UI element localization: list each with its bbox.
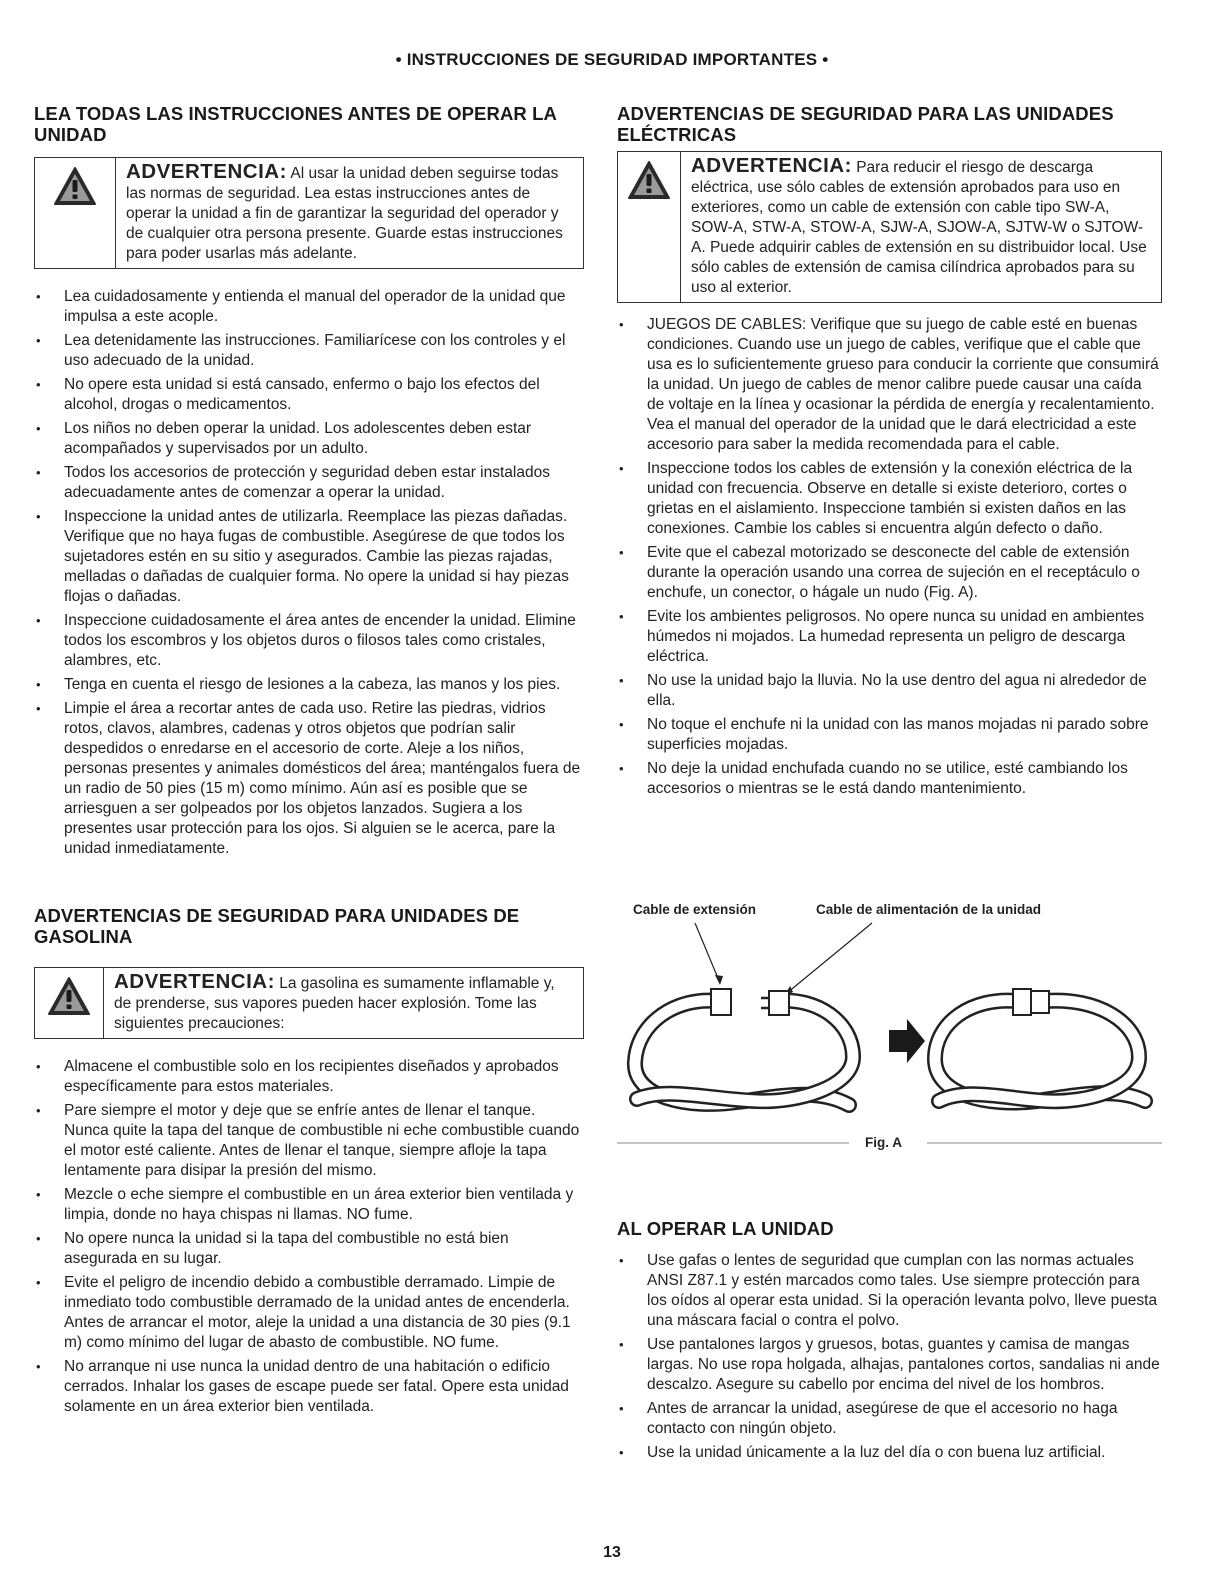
list-item: • No opere nunca la unidad si la tapa del combustible no está bien asegurada en su lugar. — [34, 1229, 584, 1269]
leader-line — [787, 923, 872, 993]
list-item: • Tenga en cuenta el riesgo de lesiones a la cabeza, las manos y los pies. — [34, 675, 584, 695]
section-title-read-instructions: LEA TODAS LAS INSTRUCCIONES ANTES DE OPERAR LA UNIDAD — [34, 103, 557, 145]
cord-knot-diagram — [617, 897, 1162, 1162]
warning-word: ADVERTENCIA: — [691, 154, 852, 177]
warning-icon-cell — [35, 158, 116, 268]
figure-a — [617, 897, 1162, 1162]
list-item: • Use la unidad únicamente a la luz del día o con buena luz artificial. — [617, 1443, 1162, 1463]
list-item: • Inspeccione cuidadosamente el área antes de encender la unidad. Elimine todos los escombros y los objetos duros o filosos tales como cristales, alambres, etc. — [34, 611, 584, 671]
list-item: • Almacene el combustible solo en los recipientes diseñados y aprobados específicamente para estos materiales. — [34, 1057, 584, 1097]
warning-icon-cell — [35, 968, 104, 1038]
right-column-lower — [617, 1218, 1162, 1467]
list-item: • Limpie el área a recortar antes de cada uso. Retire las piedras, vidrios rotos, clavos, alambres, cadenas y otros objetos que podrían salir despedidos o enredarse en el accesorio de corte. Aleje a los niños, personas presentes y animales domésticos del área; manténgalos fuera de un radio de 50 pies (15 m) como mínimo. Aún así es posible que se arriesguen a ser golpeados por los objetos lanzados. Sugiera a los presentes usar protección para los ojos. Si alguien se le acerca, pare la unidad inmediatamente. — [34, 699, 584, 859]
warning-body: Para reducir el riesgo de descarga eléctrica, use sólo cables de extensión aprobados para uso en exteriores, como un cable de extensión con cable tipo SW-A, SOW-A, STW-A, STOW-A, SJW-A, SJOW-A, SJTW-W o SJTOW-A. Puede adquirir cables de extensión en su distribuidor local. Use sólo cables de extensión de camisa cilíndrica aprobados para su uso al exterior. — [691, 159, 1147, 296]
list-item: • Antes de arrancar la unidad, asegúrese de que el accesorio no haga contacto con ningún objeto. — [617, 1399, 1162, 1439]
plug-icon — [769, 991, 789, 1015]
list-item: • No arranque ni use nunca la unidad dentro de una habitación o edificio cerrados. Inhalar los gases de escape puede ser fatal. Opere esta unidad solamente en un área exterior bien ventilada. — [34, 1357, 584, 1417]
list-item: • Pare siempre el motor y deje que se enfríe antes de llenar el tanque. Nunca quite la tapa del tanque de combustible ni eche combustible cuando el motor esté caliente. Antes de llenar el tanque, siempre afloje la tapa lentamente para disipar la presión del mismo. — [34, 1101, 584, 1181]
list-item: • No deje la unidad enchufada cuando no se utilice, esté cambiando los accesorios o mientras se le está dando mantenimiento. — [617, 759, 1162, 799]
list-item: • Use pantalones largos y gruesos, botas, guantes y camisa de mangas largas. No use ropa holgada, alhajas, pantalones cortos, sandalias ni ande descalzo. Asegure su cabello por encima del nivel de los hombros. — [617, 1335, 1162, 1395]
plug-icon — [1031, 991, 1049, 1013]
warning-text — [104, 968, 583, 1038]
list-item: • Use gafas o lentes de seguridad que cumplan con las normas actuales ANSI Z87.1 y estén marcados como tales. Use siempre protección para los oídos al operar esta unidad. Si la operación levanta polvo, lleve puesta una máscara facial o contra el polvo. — [617, 1251, 1162, 1331]
warning-word: ADVERTENCIA: — [114, 970, 275, 993]
bullet-list-electric — [617, 315, 1162, 799]
list-item: • Los niños no deben operar la unidad. Los adolescentes deben estar acompañados y supervisados por un adulto. — [34, 419, 584, 459]
arrow-right-icon — [889, 1019, 925, 1063]
list-item: • Mezcle o eche siempre el combustible en un área exterior bien ventilada y limpia, donde no haya chispas ni llamas. NO fume. — [34, 1185, 584, 1225]
left-column — [34, 103, 584, 1421]
list-item: • JUEGOS DE CABLES: Verifique que su juego de cable esté en buenas condiciones. Cuando use un juego de cables, verifique que el cable que usa es lo suficientemente grueso para conducir la corriente que consumirá la unidad. Un juego de cables de menor calibre puede causar una caída de voltaje en la línea y ocasionar la pérdida de energía y recalentamiento. Vea el manual del operador de la unidad que le dará electricidad a este accesorio para saber la medida recomendada para el cable. — [617, 315, 1162, 455]
cord-knot-left — [635, 1001, 853, 1105]
right-column — [617, 103, 1162, 803]
page-number: 13 — [603, 1544, 621, 1561]
list-item: • No toque el enchufe ni la unidad con las manos mojadas ni parado sobre superficies mojadas. — [617, 715, 1162, 755]
section-title-gasoline: ADVERTENCIAS DE SEGURIDAD PARA UNIDADES DE GASOLINA — [34, 905, 520, 947]
section-title-operating: AL OPERAR LA UNIDAD — [617, 1218, 834, 1239]
list-item: • Evite que el cabezal motorizado se desconecte del cable de extensión durante la operación usando una correa de sujeción en el receptáculo o enchufe, un conector, o hágale un nudo (Fig. A). — [617, 543, 1162, 603]
bullet-list-operating — [617, 1251, 1162, 1463]
list-item: • No use la unidad bajo la lluvia. No la use dentro del agua ni alrededor de ella. — [617, 671, 1162, 711]
receptacle-icon — [711, 989, 731, 1015]
list-item: • Evite el peligro de incendio debido a combustible derramado. Limpie de inmediato todo combustible derramado de la unidad antes de encenderla. Antes de arrancar el motor, aleje la unidad a una distancia de 30 pies (9.1 m) como mínimo del lugar de abasto de combustible. NO fume. — [34, 1273, 584, 1353]
bullet-list-gasoline — [34, 1057, 584, 1417]
list-item: • Inspeccione la unidad antes de utilizarla. Reemplace las piezas dañadas. Verifique que no haya fugas de combustible. Asegúrese de que todos los sujetadores estén en su sitio y asegurados. Cambie las piezas rajadas, melladas o dañadas de cualquier forma. No opere la unidad si hay piezas flojas o dañadas. — [34, 507, 584, 607]
list-item: • Evite los ambientes peligrosos. No opere nunca su unidad en ambientes húmedos ni mojados. La humedad representa un peligro de descarga eléctrica. — [617, 607, 1162, 667]
warning-text — [681, 152, 1161, 302]
warning-body: Al usar la unidad deben seguirse todas las normas de seguridad. Lea estas instrucciones antes de operar la unidad a fin de garantizar la seguridad del operador y de cualquier otra persona presente. Guarde estas instrucciones para poder usarlas más adelante. — [126, 165, 563, 262]
list-item: • Inspeccione todos los cables de extensión y la conexión eléctrica de la unidad con frecuencia. Observe en detalle si existe deterioro, cortes o grietas en el aislamiento. Inspeccione también si existen daños en las conexiones. Cambie los cables si encuentra algún defecto o daño. — [617, 459, 1162, 539]
receptacle-icon — [1013, 989, 1031, 1015]
figure-caption: Fig. A — [865, 1135, 902, 1150]
label-power-cord: Cable de alimentación de la unidad — [816, 902, 1042, 917]
warning-box-gasoline — [34, 967, 584, 1039]
list-item: • Todos los accesorios de protección y seguridad deben estar instalados adecuadamente antes de comenzar a operar la unidad. — [34, 463, 584, 503]
label-extension-cord: Cable de extensión — [633, 902, 757, 917]
leader-line — [695, 923, 720, 983]
warning-triangle-icon — [627, 160, 671, 200]
warning-triangle-icon — [47, 976, 91, 1016]
warning-word: ADVERTENCIA: — [126, 160, 287, 183]
warning-box-electric — [617, 151, 1162, 303]
section-title-electric: ADVERTENCIAS DE SEGURIDAD PARA LAS UNIDADES ELÉCTRICAS — [617, 103, 1114, 145]
warning-body: La gasolina es sumamente inflamable y, de prenderse, sus vapores pueden hacer explosión. Tome las siguientes precauciones: — [114, 975, 555, 1032]
warning-box-general — [34, 157, 584, 269]
warning-icon-cell — [618, 152, 681, 302]
bullet-list-general — [34, 287, 584, 859]
list-item: • Lea detenidamente las instrucciones. Familiarícese con los controles y el uso adecuado de la unidad. — [34, 331, 584, 371]
list-item: • No opere esta unidad si está cansado, enfermo o bajo los efectos del alcohol, drogas o medicamentos. — [34, 375, 584, 415]
list-item: • Lea cuidadosamente y entienda el manual del operador de la unidad que impulsa a este acople. — [34, 287, 584, 327]
page-header: • INSTRUCCIONES DE SEGURIDAD IMPORTANTES • — [395, 50, 829, 69]
warning-text — [116, 158, 583, 268]
warning-triangle-icon — [53, 166, 97, 206]
cord-knot-right — [935, 1001, 1145, 1103]
